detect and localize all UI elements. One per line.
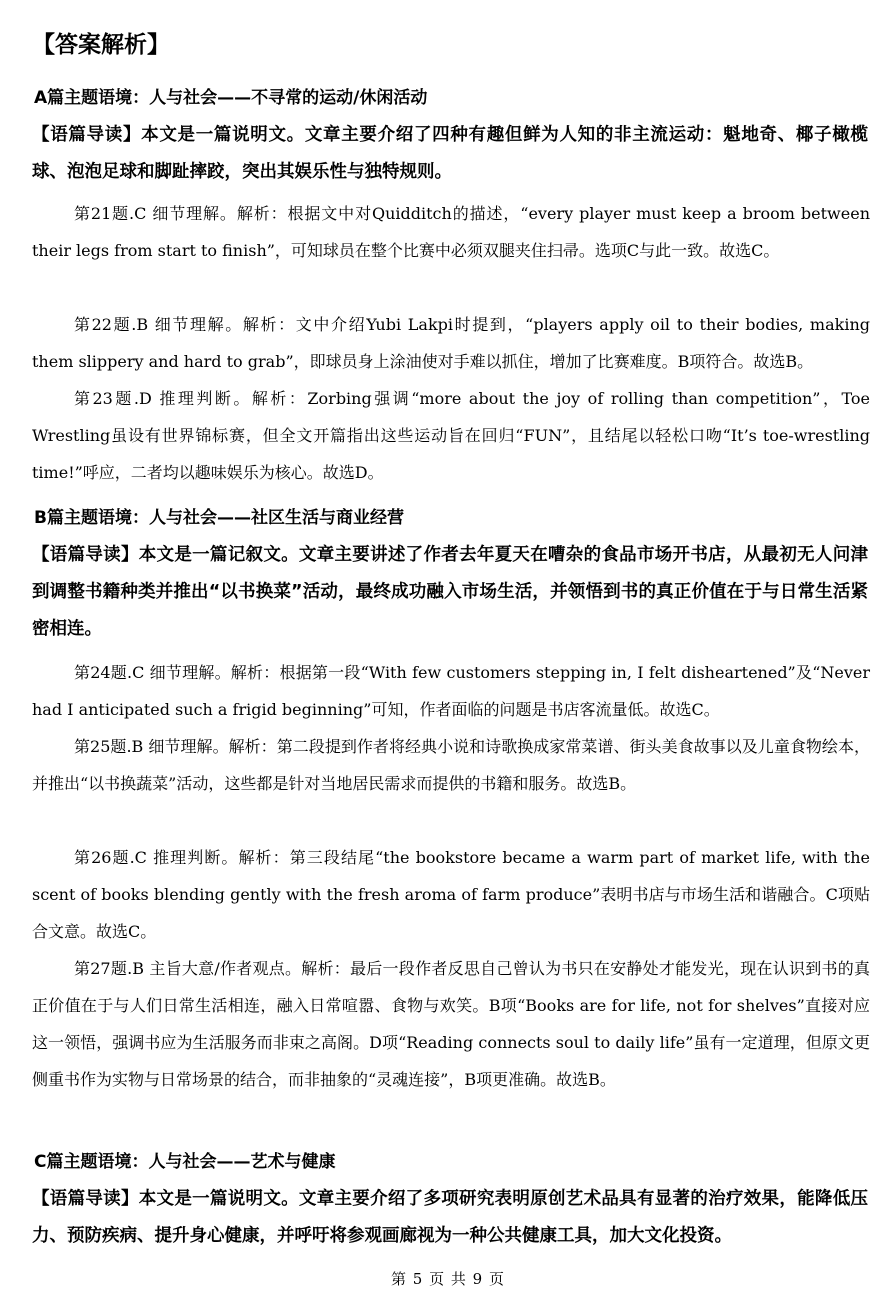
answer-25: 第25题.B 细节理解。解析：第二段提到作者将经典小说和诗歌换成家常菜谱、街头美食故事以及儿童食物绘本，并推出“以书换蔬菜”活动，这些都是针对当地居民需求而提供的书籍和服务。故选B。	[32, 737, 870, 793]
answer-27: 第27题.B 主旨大意/作者观点。解析：最后一段作者反思自己曾认为书只在安静处才能发光，现在认识到书的真正价值在于与人们日常生活相连，融入日常喧嚣、食物与欢笑。B项“Books are for life, not for shelves”直接对应这一领悟，强调书应为生活服务而非束之高阁。D项“Reading connects soul to daily life”虽有一定道理，但原文更侧重书作为实物与日常场景的结合，而非抽象的“灵魂连接”，B项更准确。故选B。	[32, 959, 870, 1089]
section-b-title: B篇主题语境：人与社会——社区生活与商业经营	[34, 508, 404, 528]
answer-22: 第22题.B 细节理解。解析：文中介绍Yubi Lakpi时提到，“players apply oil to their bodies, making them slippery and hard to grab”，即球员身上涂油使对手难以抓住，增加了比赛难度。B项符合。故选B。	[32, 315, 870, 371]
section-c-title: C篇主题语境：人与社会——艺术与健康	[34, 1152, 336, 1172]
answer-26: 第26题.C 推理判断。解析：第三段结尾“the bookstore became a warm part of market life, with the scent of books blending gently with the fresh aroma of farm produce”表明书店与市场生活和谐融合。C项贴合文意。故选C。	[32, 848, 870, 941]
section-a-title: A篇主题语境：人与社会——不寻常的运动/休闲活动	[34, 88, 428, 108]
page-number: 第 5 页 共 9 页	[391, 1270, 505, 1288]
section-b-guide: 【语篇导读】本文是一篇记叙文。文章主要讲述了作者去年夏天在嘈杂的食品市场开书店，从最初无人问津到调整书籍种类并推出“以书换菜”活动，最终成功融入市场生活，并领悟到书的真正价值在于与日常生活紧密相连。	[32, 545, 868, 639]
page-heading: 【答案解析】	[32, 32, 170, 58]
section-a-guide: 【语篇导读】本文是一篇说明文。文章主要介绍了四种有趣但鲜为人知的非主流运动：魁地奇、椰子橄榄球、泡泡足球和脚趾摔跤，突出其娱乐性与独特规则。	[32, 125, 868, 182]
answer-24: 第24题.C 细节理解。解析：根据第一段“With few customers stepping in, I felt disheartened”及“Never had I anticipated such a frigid beginning”可知，作者面临的问题是书店客流量低。故选C。	[32, 663, 870, 719]
answer-23: 第23题.D 推理判断。解析：Zorbing强调“more about the joy of rolling than competition”，Toe Wrestling虽设有世界锦标赛，但全文开篇指出这些运动旨在回归“FUN”，且结尾以轻松口吻“It’s toe-wrestling time!”呼应，二者均以趣味娱乐为核心。故选D。	[32, 389, 870, 482]
section-c-guide: 【语篇导读】本文是一篇说明文。文章主要介绍了多项研究表明原创艺术品具有显著的治疗效果，能降低压力、预防疾病、提升身心健康，并呼吁将参观画廊视为一种公共健康工具，加大文化投资。	[32, 1189, 868, 1246]
answer-21: 第21题.C 细节理解。解析：根据文中对Quidditch的描述，“every player must keep a broom between their legs from start to finish”，可知球员在整个比赛中必须双腿夹住扫帚。选项C与此一致。故选C。	[32, 204, 870, 260]
